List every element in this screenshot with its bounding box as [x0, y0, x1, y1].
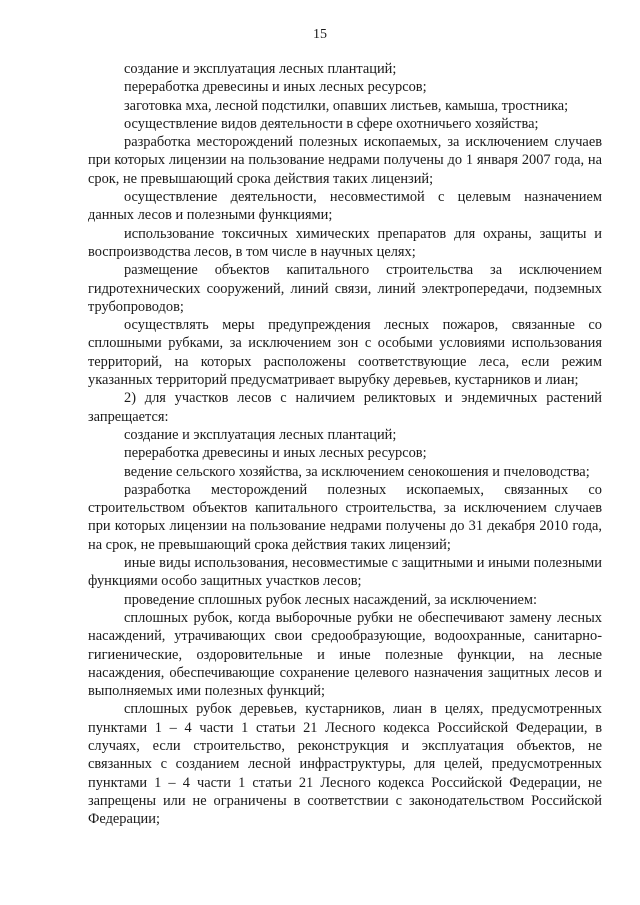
page-number: 15	[313, 27, 327, 42]
document-body	[88, 60, 602, 828]
paragraph: осуществлять меры предупреждения лесных пожаров, связанные со сплошными рубками, за исключением зон с особыми условиями использования территорий, на которых расположены соответствующие леса, если режим указанных территорий предусматривает вырубку деревьев, кустарников и лиан;	[88, 317, 602, 389]
paragraph: переработка древесины и иных лесных ресурсов;	[124, 79, 427, 96]
paragraph: 2) для участков лесов с наличием реликтовых и эндемичных растений запрещается:	[88, 390, 602, 425]
paragraph: сплошных рубок деревьев, кустарников, лиан в целях, предусмотренных пунктами 1 – 4 части 1 статьи 21 Лесного кодекса Российской Федерации, в случаях, если строительство, реконструкция и эксплуатация объектов, не связанных с созданием лесной инфраструктуры, для целей, предусмотренных пунктами 1 – 4 части 1 статьи 21 Лесного кодекса Российской Федерации, не запрещены или не ограничены в соответствии с законодательством Российской Федерации;	[88, 701, 602, 828]
paragraph: ведение сельского хозяйства, за исключением сенокошения и пчеловодства;	[124, 463, 590, 480]
paragraph: размещение объектов капитального строительства за исключением гидротехнических сооружений, линий связи, линий электропередачи, подземных трубопроводов;	[88, 262, 602, 315]
paragraph: разработка месторождений полезных ископаемых, связанных со строительством объектов капитального строительства, за исключением случаев при которых лицензии на пользование недрами получены до 31 декабря 2010 года, на срок, не превышающий срока действия таких лицензий;	[88, 481, 602, 553]
paragraph: создание и эксплуатация лесных плантаций;	[124, 61, 397, 77]
paragraph: проведение сплошных рубок лесных насаждений, за исключением:	[124, 591, 538, 608]
paragraph: осуществление деятельности, несовместимой с целевым назначением данных лесов и полезными функциями;	[88, 189, 602, 224]
paragraph: иные виды использования, несовместимые с защитными и иными полезными функциями особо защитных участков лесов;	[88, 555, 602, 590]
paragraph: сплошных рубок, когда выборочные рубки не обеспечивают замену лесных насаждений, утрачивающих свои средообразующие, водоохранные, санитарно-гигиенические, оздоровительные и иные полезные функции, на лесные насаждения, обеспечивающие сохранение целевого назначения защитных лесов и выполняемых ими полезных функций;	[88, 609, 602, 700]
paragraph: разработка месторождений полезных ископаемых, за исключением случаев при которых лицензии на пользование недрами получены до 1 января 2007 года, на срок, не превышающий срока действия таких лицензий;	[88, 134, 602, 187]
paragraph: переработка древесины и иных лесных ресурсов;	[124, 445, 427, 462]
paragraph: заготовка мха, лесной подстилки, опавших листьев, камыша, тростника;	[124, 97, 569, 114]
paragraph: создание и эксплуатация лесных плантаций;	[124, 426, 397, 443]
paragraph: использование токсичных химических препаратов для охраны, защиты и воспроизводства лесов, в том числе в научных целях;	[88, 225, 602, 260]
paragraph: осуществление видов деятельности в сфере охотничьего хозяйства;	[124, 115, 539, 132]
